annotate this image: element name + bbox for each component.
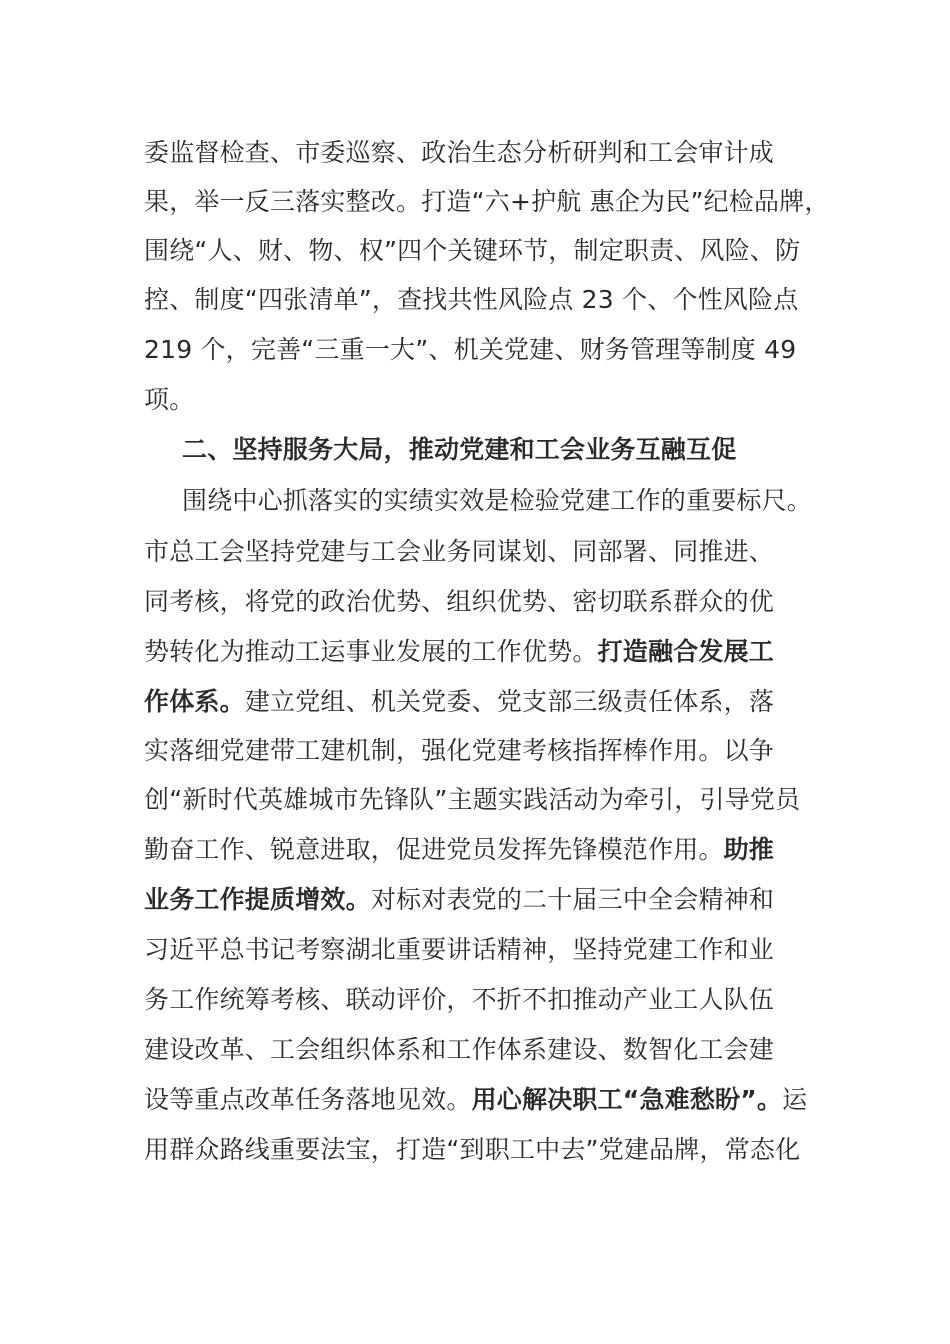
paragraph-line: 建设改革、工会组织体系和工作体系建设、数智化工会建 (144, 1035, 775, 1064)
plain-text: 势转化为推动工运事业发展的工作优势。 (144, 637, 598, 666)
paragraph-line: 项。 (144, 385, 195, 414)
paragraph-line: 习近平总书记考察湖北重要讲话精神，坚持党建工作和业 (144, 935, 775, 964)
plain-text: 运 (782, 1085, 808, 1114)
bold-subheading: 业务工作提质增效。 (144, 885, 371, 914)
paragraph-line: 市总工会坚持党建与工会业务同谋划、同部署、同推进、 (144, 537, 775, 566)
plain-text: 设等重点改革任务落地见效。 (144, 1085, 472, 1114)
bold-subheading: 作体系。 (144, 687, 245, 716)
plain-text: 对标对表党的二十届三中全会精神和 (370, 885, 775, 914)
paragraph-line (144, 875, 774, 925)
paragraph-line: 围绕中心抓落实的实绩实效是检验党建工作的重要标尺。 (182, 486, 813, 515)
paragraph-line: 219 个，完善“三重一大”、机关党建、财务管理等制度 49 (144, 335, 797, 364)
plain-text: 建立党组、机关党委、党支部三级责任体系，落 (244, 687, 775, 716)
paragraph-line: 委监督检查、市委巡察、政治生态分析研判和工会审计成 (144, 138, 775, 167)
paragraph-line: 务工作统筹考核、联动评价，不折不扣推动产业工人队伍 (144, 985, 775, 1014)
paragraph-line (144, 677, 774, 727)
paragraph-line: 创“新时代英雄城市先锋队”主题实践活动为牵引，引导党员 (144, 785, 801, 814)
bold-subheading: 助推 (723, 835, 775, 864)
section-heading: 二、坚持服务大局，推动党建和工会业务互融互促 (182, 435, 737, 464)
paragraph-line: 控、制度“四张清单”，查找共性风险点 23 个、个性风险点 (144, 285, 799, 314)
paragraph-line: 围绕“人、财、物、权”四个关键环节，制定职责、风险、防 (144, 236, 801, 265)
paragraph-line (144, 1075, 807, 1125)
paragraph-line: 果，举一反三落实整改。打造“六+护航 惠企为民”纪检品牌， (144, 187, 830, 216)
paragraph-line: 同考核，将党的政治优势、组织优势、密切联系群众的优 (144, 587, 775, 616)
paragraph-line: 实落细党建带工建机制，强化党建考核指挥棒作用。以争 (144, 736, 775, 765)
paragraph-line: 用群众路线重要法宝，打造“到职工中去”党建品牌，常态化 (144, 1135, 801, 1164)
paragraph-line (144, 627, 774, 677)
bold-subheading: 用心解决职工“急难愁盼”。 (471, 1085, 783, 1114)
bold-subheading: 打造融合发展工 (597, 637, 775, 666)
paragraph-line (144, 825, 774, 875)
plain-text: 勤奋工作、锐意进取，促进党员发挥先锋模范作用。 (144, 835, 724, 864)
